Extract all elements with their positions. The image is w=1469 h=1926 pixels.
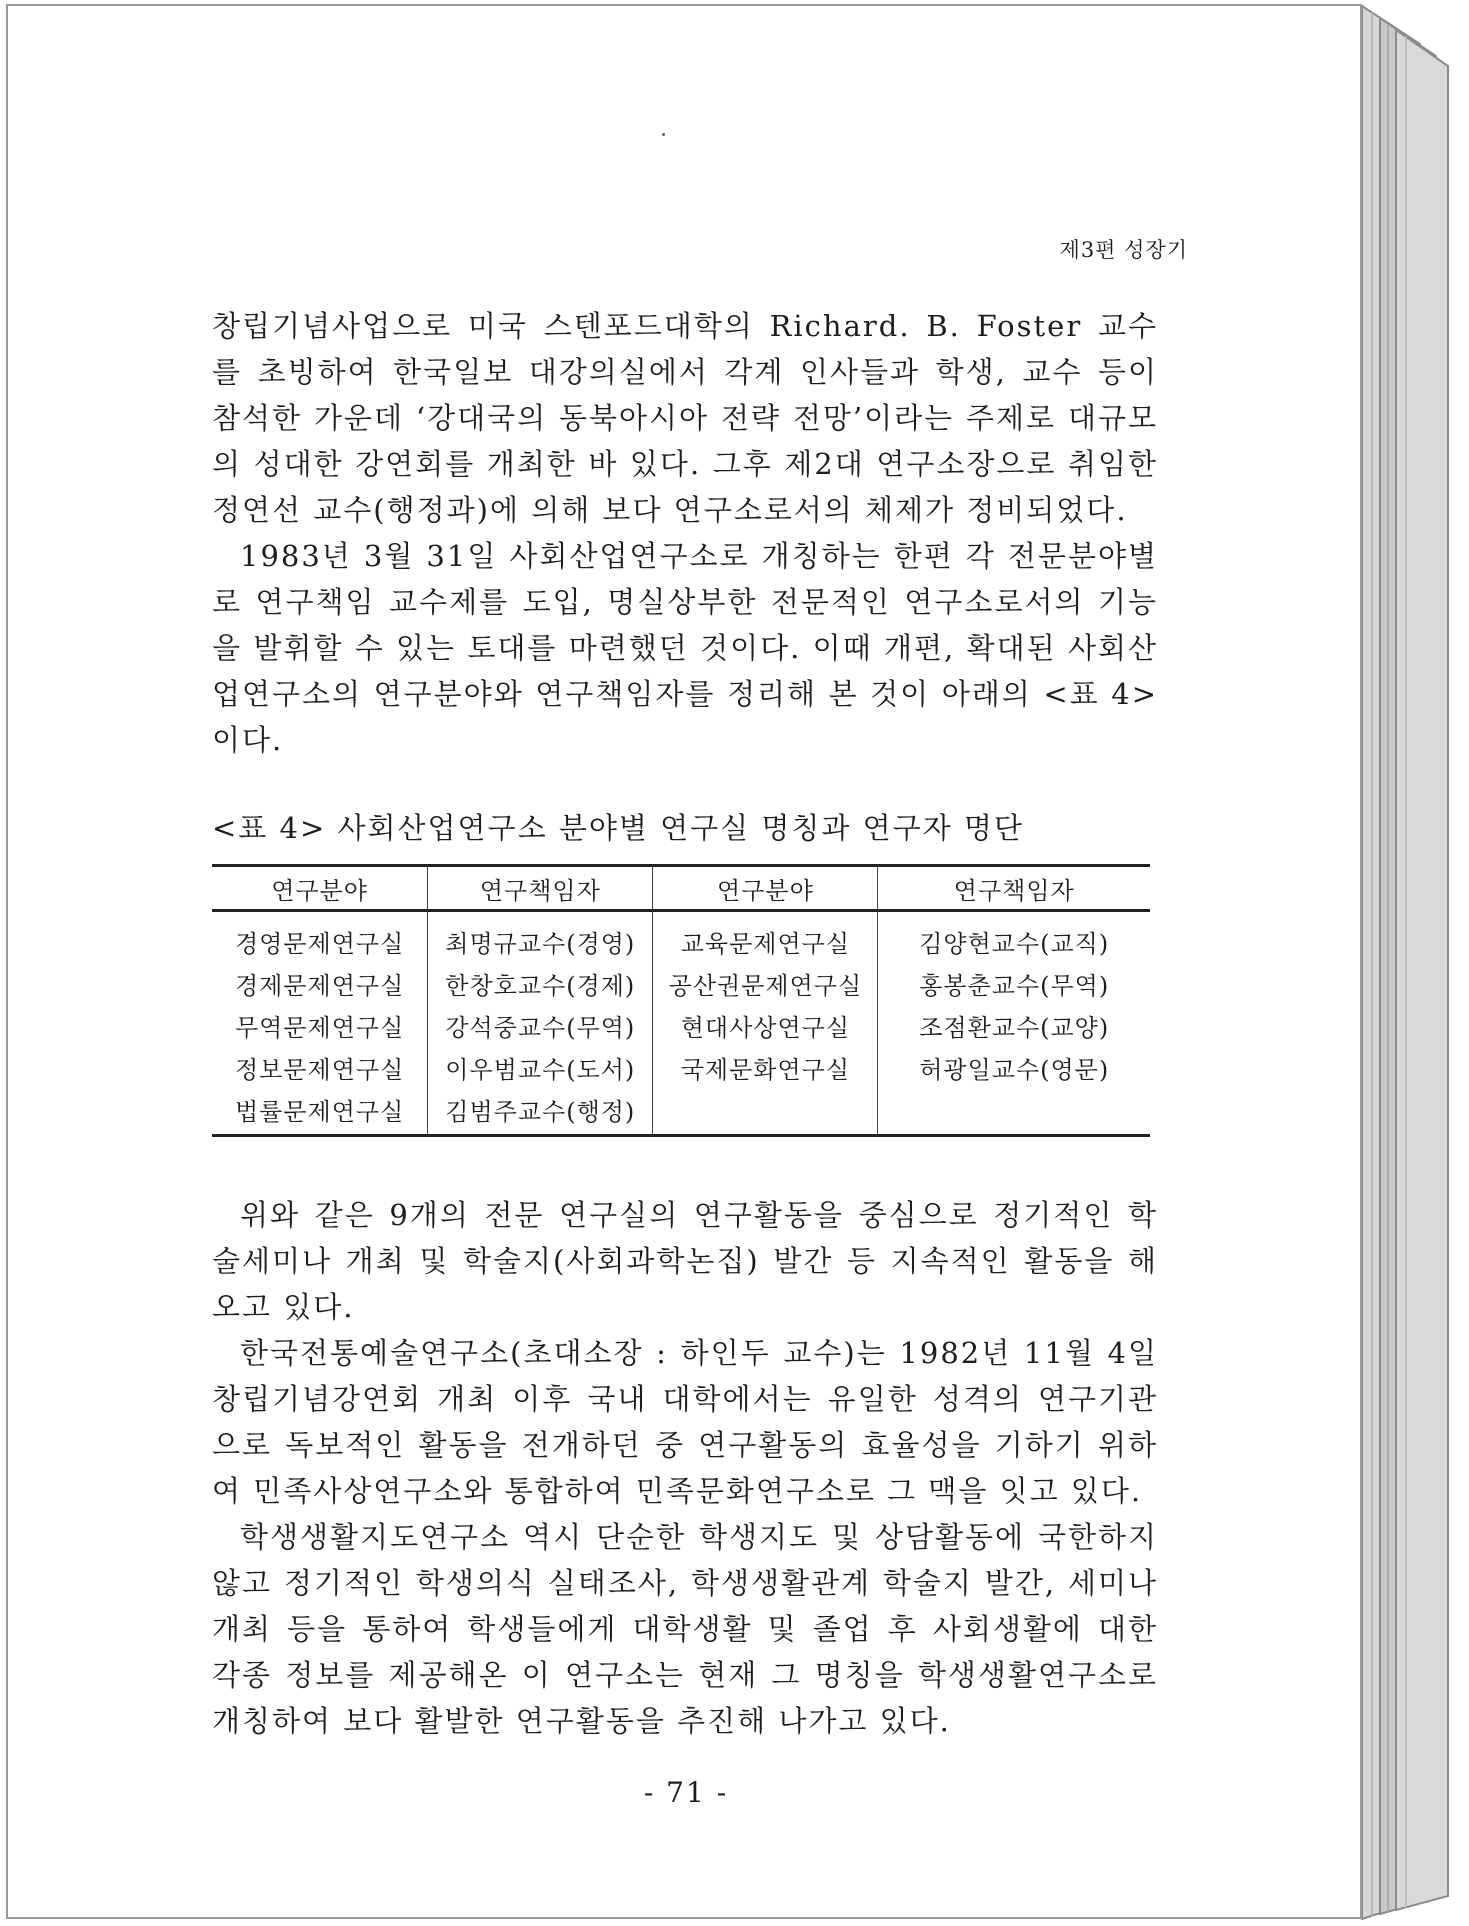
table-cell: 경제문제연구실	[234, 971, 405, 1000]
document-page	[6, 4, 1362, 1919]
body-text-top	[212, 303, 1158, 763]
research-table	[212, 864, 1150, 1137]
table-cell: 현대사상연구실	[653, 1004, 878, 1046]
table-row	[212, 962, 1150, 1004]
table-row	[212, 1046, 1150, 1088]
paragraph: 1983년 3월 31일 사회산업연구소로 개칭하는 한편 각 전문분야별로 연구책임 교수제를 도입, 명실상부한 전문적인 연구소로서의 기능을 발휘할 수 있는 토대를 마련했던 것이다. 이때 개편, 확대된 사회산업연구소의 연구분야와 연구책임자를 정리해 본 것이 아래의 <표 4>이다.	[212, 539, 1158, 757]
table-cell: 정보문제연구실	[234, 1055, 405, 1084]
table-row	[212, 1088, 1150, 1136]
table-cell: 최명규교수(경영)	[428, 911, 653, 963]
table-row	[212, 1004, 1150, 1046]
table-cell: 공산권문제연구실	[653, 962, 878, 1004]
column-header: 연구분야	[212, 866, 428, 911]
table-row	[212, 911, 1150, 963]
body-text-bottom	[212, 1192, 1158, 1744]
paragraph: 창립기념사업으로 미국 스텐포드대학의 Richard. B. Foster 교수를 초빙하여 한국일보 대강의실에서 각계 인사들과 학생, 교수 등이 참석한 가운데 ‘강대국의 동북아시아 전략 전망’이라는 주제로 대규모의 성대한 강연회를 개최한 바 있다. 그후 제2대 연구소장으로 취임한 정연선 교수(행정과)에 의해 보다 연구소로서의 체제가 정비되었다.	[212, 309, 1158, 527]
paragraph: 한국전통예술연구소(초대소장 : 하인두 교수)는 1982년 11월 4일 창립기념강연회 개최 이후 국내 대학에서는 유일한 성격의 연구기관으로 독보적인 활동을 전개하던 중 연구활동의 효율성을 기하기 위하여 민족사상연구소와 통합하여 민족문화연구소로 그 맥을 잇고 있다.	[212, 1336, 1158, 1508]
table-cell: 홍봉춘교수(무역)	[878, 962, 1150, 1004]
table-caption: <표 4> 사회산업연구소 분야별 연구실 명칭과 연구자 명단	[212, 811, 1024, 845]
table-cell	[878, 1088, 1150, 1136]
paragraph: 학생생활지도연구소 역시 단순한 학생지도 및 상담활동에 국한하지 않고 정기적인 학생의식 실태조사, 학생생활관계 학술지 발간, 세미나 개최 등을 통하여 학생들에게 대학생활 및 졸업 후 사회생활에 대한 각종 정보를 제공해온 이 연구소는 현재 그 명칭을 학생생활연구소로 개칭하여 보다 활발한 연구활동을 추진해 나가고 있다.	[212, 1520, 1158, 1738]
table-cell: 한창호교수(경제)	[428, 962, 653, 1004]
table-cell: 강석중교수(무역)	[428, 1004, 653, 1046]
table-cell: 허광일교수(영문)	[878, 1046, 1150, 1088]
table-cell: 무역문제연구실	[234, 1013, 405, 1042]
table-cell: 이우범교수(도서)	[428, 1046, 653, 1088]
running-header: 제3편 성장기	[1059, 238, 1188, 262]
table-cell: 김범주교수(행정)	[428, 1088, 653, 1136]
scan-speck	[662, 133, 665, 136]
paragraph: 위와 같은 9개의 전문 연구실의 연구활동을 중심으로 정기적인 학술세미나 개최 및 학술지(사회과학논집) 발간 등 지속적인 활동을 해오고 있다.	[212, 1198, 1158, 1324]
table-cell: 법률문제연구실	[212, 1088, 428, 1136]
table-cell: 조점환교수(교양)	[878, 1004, 1150, 1046]
column-header: 연구분야	[653, 866, 878, 911]
table-cell: 경영문제연구실	[234, 929, 405, 958]
column-header: 연구책임자	[428, 866, 653, 911]
table-cell: 김양현교수(교직)	[878, 911, 1150, 963]
table-cell: 국제문화연구실	[653, 1046, 878, 1088]
column-header: 연구책임자	[878, 866, 1150, 911]
page-number: - 71 -	[643, 1776, 729, 1809]
table-cell	[653, 1088, 878, 1136]
table-cell: 교육문제연구실	[653, 911, 878, 963]
